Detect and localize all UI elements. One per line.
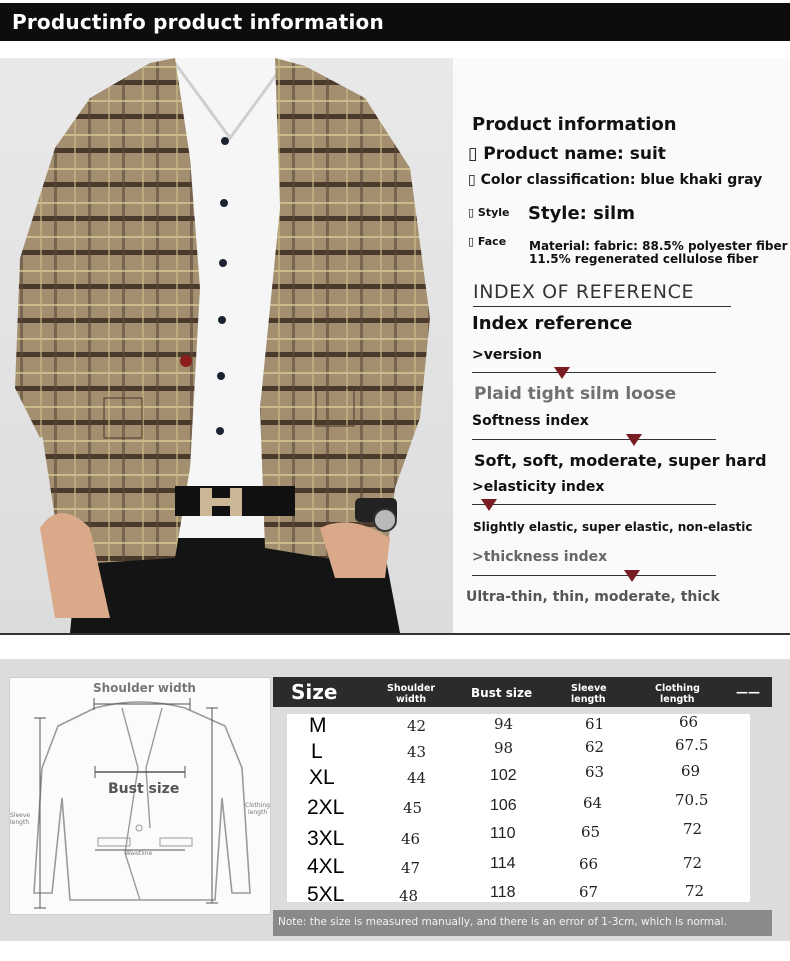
version-marker — [554, 367, 570, 379]
elasticity-scale-line — [472, 504, 716, 505]
size-table-body — [287, 713, 750, 906]
row-shoulder: 48 — [399, 887, 419, 905]
index-banner-underline — [473, 306, 731, 307]
thickness-marker — [624, 570, 640, 582]
row-shoulder: 46 — [401, 830, 421, 848]
row-sleeve: 65 — [581, 823, 601, 841]
sleeve-length-label-2: length — [10, 819, 30, 826]
suit-illustration — [0, 58, 453, 633]
info-heading: Product information — [472, 114, 677, 135]
row-sleeve: 67 — [579, 883, 599, 901]
row-size: M — [309, 714, 327, 737]
thickness-scale: Ultra-thin, thin, moderate, thick — [466, 589, 720, 605]
waistline-label: Waistline — [125, 850, 153, 857]
row-shoulder: 45 — [403, 799, 423, 817]
row-shoulder: 43 — [407, 743, 427, 761]
product-name: ▯ Product name: suit — [468, 144, 666, 164]
thickness-scale-line — [472, 575, 716, 576]
row-clothing: 66 — [679, 713, 699, 731]
size-section — [0, 659, 790, 941]
header-shoulder-1: Shoulder — [387, 683, 436, 694]
elasticity-label: >elasticity index — [472, 479, 605, 495]
row-sleeve: 61 — [585, 715, 605, 733]
header-extra: —— — [736, 685, 760, 699]
style-value: Style: silm — [528, 203, 635, 224]
material-line-1: Material: fabric: 88.5% polyester fiber — [529, 239, 788, 253]
row-bust: 102 — [490, 767, 517, 784]
header-size: Size — [291, 680, 338, 704]
row-sleeve: 62 — [585, 738, 605, 756]
row-size: 5XL — [307, 883, 345, 906]
softness-scale: Soft, soft, moderate, super hard — [474, 451, 767, 470]
clothing-length-label-2: length — [248, 809, 268, 816]
size-note: Note: the size is measured manually, and there is an error of 1-3cm, which is normal. — [278, 916, 727, 928]
row-bust: 94 — [494, 715, 514, 733]
row-clothing: 72 — [683, 820, 703, 838]
header-shoulder-2: width — [396, 694, 427, 705]
elasticity-marker — [481, 499, 497, 511]
row-clothing: 72 — [685, 882, 705, 900]
section-divider — [0, 633, 790, 635]
row-size: 3XL — [307, 827, 345, 850]
header-clothing-1: Clothing — [655, 683, 700, 694]
style-label: ▯ Style — [468, 206, 510, 219]
row-size: XL — [309, 766, 335, 789]
header-clothing-2: length — [660, 694, 695, 705]
row-size: L — [311, 740, 323, 763]
header-sleeve-2: length — [571, 694, 606, 705]
row-bust: 98 — [494, 739, 514, 757]
row-sleeve: 64 — [583, 794, 603, 812]
header-band — [0, 3, 790, 41]
product-info-panel — [453, 58, 790, 633]
size-note-bar — [273, 910, 772, 936]
row-clothing: 72 — [683, 854, 703, 872]
row-clothing: 67.5 — [675, 736, 709, 754]
product-photo — [0, 58, 453, 633]
face-label: ▯ Face — [468, 235, 507, 248]
row-shoulder: 44 — [407, 769, 427, 787]
row-bust: 118 — [490, 884, 516, 901]
color-classification: ▯ Color classification: blue khaki gray — [468, 172, 763, 188]
row-sleeve: 66 — [579, 855, 599, 873]
softness-label: Softness index — [472, 413, 589, 429]
version-scale-line — [472, 372, 716, 373]
header-sleeve-1: Sleeve — [571, 683, 607, 694]
version-scale: Plaid tight silm loose — [474, 384, 677, 404]
elasticity-scale: Slightly elastic, super elastic, non-elastic — [473, 520, 753, 534]
header-bust: Bust size — [471, 686, 533, 700]
row-clothing: 70.5 — [675, 791, 709, 809]
page-title: Productinfo product information — [12, 10, 384, 34]
row-clothing: 69 — [681, 762, 701, 780]
softness-marker — [626, 434, 642, 446]
row-bust: 106 — [490, 797, 517, 814]
softness-scale-line — [472, 439, 716, 440]
row-bust: 114 — [490, 855, 516, 872]
version-label: >version — [472, 347, 542, 363]
shoulder-width-label: Shoulder width — [93, 681, 196, 695]
thickness-label: >thickness index — [472, 549, 608, 565]
bust-size-label: Bust size — [108, 781, 180, 797]
clothing-length-label-1: Clothing — [245, 802, 270, 809]
material-line-2: 11.5% regenerated cellulose fiber — [529, 252, 759, 266]
row-sleeve: 63 — [585, 763, 605, 781]
row-shoulder: 47 — [401, 859, 421, 877]
size-diagram — [9, 677, 271, 915]
size-table-header — [273, 677, 772, 707]
row-bust: 110 — [490, 825, 516, 842]
row-shoulder: 42 — [407, 717, 427, 735]
index-reference: Index reference — [472, 313, 633, 334]
row-size: 2XL — [307, 796, 345, 819]
sleeve-length-label-1: Sleeve — [10, 812, 31, 819]
jacket-outline-diagram — [10, 678, 272, 916]
row-size: 4XL — [307, 855, 345, 878]
index-banner: INDEX OF REFERENCE — [473, 281, 695, 303]
